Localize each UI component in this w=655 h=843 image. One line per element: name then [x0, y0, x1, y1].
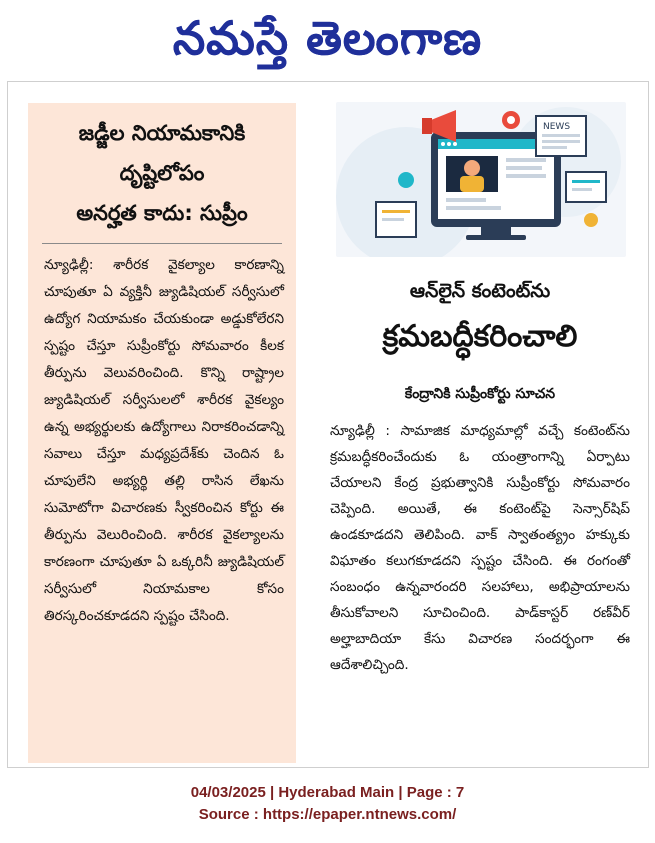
right-subheadline: కేంద్రానికి సుప్రీంకోర్టు సూచన	[404, 386, 556, 402]
right-headline-main: క్రమబద్ధీకరించాలి	[382, 319, 578, 354]
right-body-text: న్యూఢిల్లీ : సామాజిక మాధ్యమాల్లో వచ్చే కంటెంట్‌ను క్రమబద్ధీకరించేందుకు ఓ యంత్రాంగాన్ని ఏర్పాటు చేయాలని కేంద్ర ప్రభుత్వానికి సుప్రీంకోర్టు సోమవారం చెప్పింది. అయితే, ఈ కంటెంట్‌పై సెన్సార్‌షిప్ ఉండకూడదని తెలిపింది. వాక్ స్వాతంత్య్రం హక్కుకు విఘాతం కలుగకూడదని స్పష్టం చేసింది. ఈ రంగంతో సంబంధం ఉన్నవారందరి సలహాలు, అభిప్రాయాలను తీసుకోవాలని సూచించింది. పాడ్‌కాస్టర్ రణ్‌వీర్ అల్హాబాదియా కేసు విచారణ సందర్భంగా ఈ ఆదేశాలిచ్చింది.	[330, 423, 630, 673]
masthead-logo: నమస్తే తెలంగాణ	[172, 11, 483, 65]
right-headline-top: ఆన్‌లైన్ కంటెంట్‌ను	[409, 280, 551, 302]
right-article	[330, 100, 630, 750]
left-article-body	[28, 244, 296, 630]
left-article	[28, 103, 296, 763]
masthead	[0, 0, 655, 80]
footer-source: Source : https://epaper.ntnews.com/	[198, 806, 457, 823]
left-headline-line-2: దృష్టిలోపం	[119, 161, 205, 185]
left-body-text: న్యూఢిల్లీ: శారీరక వైకల్యాల కారణాన్ని చూపుతూ ఏ వ్యక్తినీ జ్యుడిషియల్ సర్వీసులో ఉద్యోగ నియామకం చేయకుండా అడ్డుకోలేరని స్పష్టం చేస్తూ సుప్రీంకోర్టు సోమవారం కీలక తీర్పును వెలువరించింది. కొన్ని రాష్ట్రాల జ్యుడిషియల్ సర్వీసులలో శారీరక వైకల్యం ఉన్న అభ్యర్థులకు ఉద్యోగాలు నిరాకరించడాన్ని సవాలు చేస్తూ మధ్యప్రదేశ్‌కు చెందిన ఓ చూపులేని అభ్యర్థి తల్లి రాసిన లేఖను సుమోటోగా విచారణకు స్వీకరించిన కోర్టు ఈ తీర్పును వెలురించింది. శారీరక వైకల్యాలను కారణంగా చూపుతూ ఏ ఒక్కరినీ జ్యుడిషియల్ సర్వీసులో నియామకాల కోసం తిరస్కరించకూడదని స్పష్టం చేసింది.	[44, 257, 284, 624]
news-paper-label: NEWS	[543, 122, 571, 132]
online-news-illustration	[336, 102, 626, 257]
page-footer	[0, 782, 655, 826]
left-headline-line-1: జడ్జీల నియామకానికి	[78, 121, 246, 145]
left-headline-line-3: అనర్హత కాదు: సుప్రీం	[76, 201, 248, 225]
left-headline	[28, 103, 296, 233]
right-article-body	[330, 418, 630, 678]
footer-date-edition: 04/03/2025 | Hyderabad Main | Page : 7	[190, 784, 465, 801]
